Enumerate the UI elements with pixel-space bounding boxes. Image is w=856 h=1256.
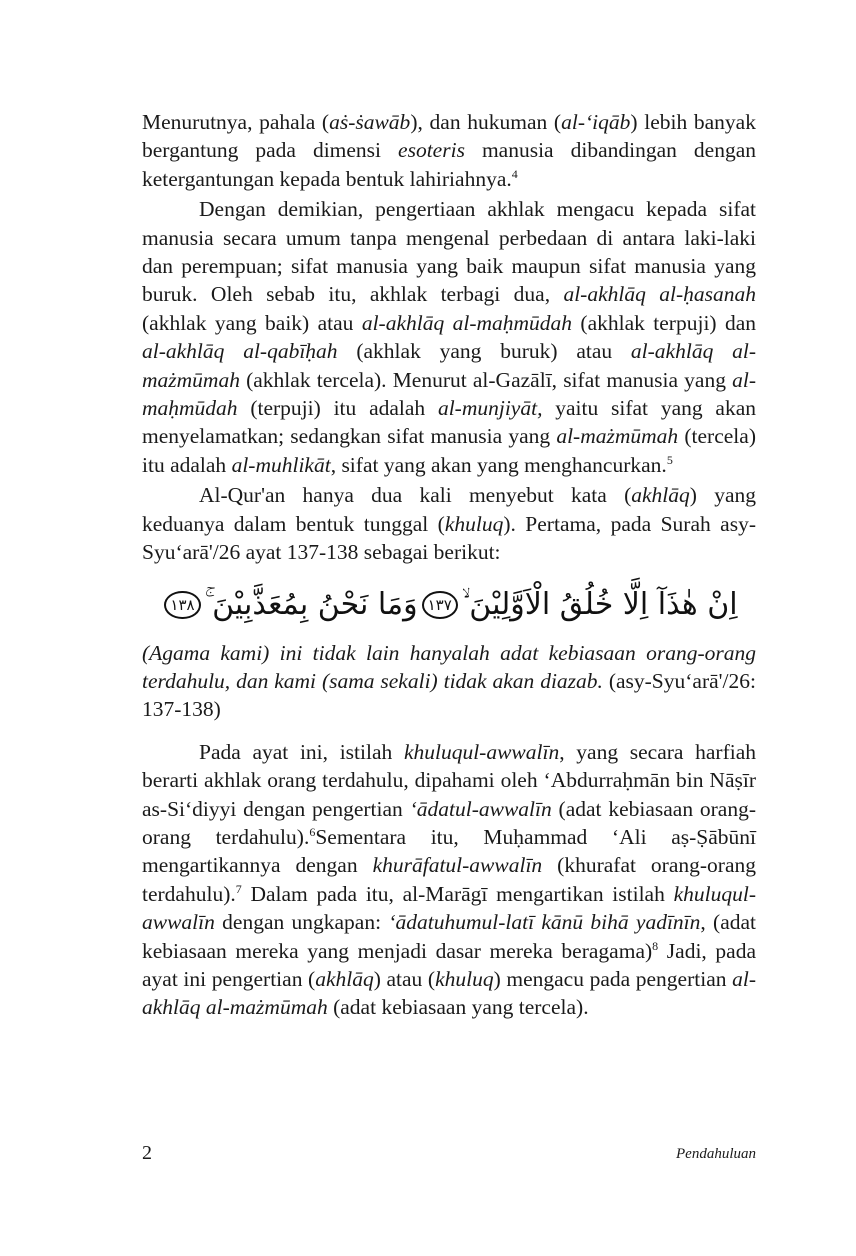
- italic-term: al-akhlāq al-maḥmūdah: [361, 310, 573, 335]
- verse-text: وَمَا نَحْنُ بِمُعَذَّبِيْنَ ۚ: [204, 586, 418, 622]
- text: , yang secara harfiah berarti akhlak orang terdahulu, dipahami oleh ‘Abdurraḥmān bin Nāṣīr as-Si‘diyyi dengan pengertian: [142, 739, 756, 821]
- text: ) atau (: [373, 966, 436, 991]
- page-footer: [142, 1142, 756, 1172]
- text: , (adat kebiasaan mereka yang menjadi dasar mereka beragama): [142, 910, 757, 963]
- italic-term: al-akhlāq al-qabīḥah: [142, 339, 338, 364]
- text: manusia dibandingan dengan ketergantungan kepada bentuk lahiriahnya.: [142, 138, 756, 191]
- italic-term: ‘ādatul-awwalīn: [409, 796, 552, 821]
- footnote-ref: 5: [666, 452, 673, 467]
- text: Jadi, pada ayat ini pengertian (: [142, 938, 756, 991]
- italic-term: khuluq: [435, 966, 494, 991]
- paragraph-1: [142, 108, 756, 193]
- italic-term: ‘ādatuhumul-latī kānū bihā yadīnīn: [388, 910, 701, 935]
- text: (terpuji) itu adalah: [237, 396, 438, 421]
- text: Dengan demikian, pengertiaan akhlak mengacu kepada sifat manusia secara umum tanpa mengenal perbedaan di antara laki-laki dan perempuan; sifat manusia yang baik maupun sifat manusia yang buruk. Oleh sebab itu, akhlak terbagi dua,: [142, 197, 756, 307]
- text: (adat kebiasaan yang tercela).: [327, 995, 589, 1020]
- text: ). Pertama, pada Surah asy-Syu‘arā'/26 ayat 137-138 sebagai berikut:: [142, 511, 756, 565]
- text: Menurutnya, pahala (: [142, 110, 330, 134]
- verse-text: اِنْ هٰذَآ اِلَّا خُلُقُ الْاَوَّلِيْنَ ۙ: [461, 586, 738, 622]
- text: (akhlak tercela). Menurut al-Gazālī, sifat manusia yang: [239, 367, 733, 392]
- italic-term: khuluqul-awwalīn: [142, 881, 756, 935]
- text: dengan ungkapan:: [214, 910, 389, 935]
- text: ) yang keduanya dalam bentuk tunggal (: [142, 483, 757, 536]
- footnote-ref: 8: [652, 938, 659, 953]
- text: Sementara itu, Muḥammad ‘Ali aṣ-Ṣābūnī mengartikannya dengan: [142, 824, 756, 878]
- text: (akhlak yang baik) atau: [142, 310, 362, 335]
- translation-text: (Agama kami) ini tidak lain hanyalah adat kebiasaan orang-orang terdahulu, dan kami (sama sekali) tidak akan diazab.: [142, 640, 756, 693]
- text: (akhlak terpuji) dan: [572, 310, 757, 335]
- quran-verse: [142, 573, 756, 637]
- text: yaitu sifat yang akan menyelamatkan; sedangkan sifat manusia yang: [142, 396, 756, 449]
- paragraph-2: [142, 195, 756, 479]
- footnote-ref: 7: [235, 881, 242, 896]
- text: Pada ayat ini, istilah: [199, 739, 404, 764]
- italic-term: aṡ-ṡawāb: [329, 110, 411, 134]
- text: (tercela) itu adalah: [142, 424, 756, 477]
- text: (adat kebiasaan orang-orang terdahulu).: [142, 796, 756, 849]
- text: ), dan hukuman (: [410, 110, 562, 134]
- footnote-ref: 6: [309, 824, 316, 839]
- italic-term: al-muhlikāt: [231, 452, 331, 477]
- italic-term: al-mażmūmah: [556, 424, 679, 449]
- italic-term: al-akhlāq al-mażmūmah: [142, 339, 756, 392]
- italic-term: akhlāq: [315, 966, 374, 991]
- text: Al-Qur'an hanya dua kali menyebut kata (: [199, 483, 632, 508]
- italic-term: khurāfatul-awwalīn: [372, 853, 543, 878]
- text: ) mengacu pada pengertian: [493, 966, 733, 991]
- italic-term: al-akhlāq al-mażmūmah: [142, 966, 756, 1020]
- paragraph-3: [142, 481, 756, 566]
- page-body: [142, 108, 756, 1022]
- text: (khurafat orang-orang terdahulu).: [142, 853, 757, 906]
- paragraph-4: [142, 738, 756, 1022]
- italic-term: al-‘iqāb: [561, 110, 631, 134]
- page-number: 2: [142, 1142, 152, 1164]
- italic-term: esoteris: [398, 138, 465, 163]
- footnote-ref: 4: [511, 166, 518, 181]
- text: , sifat yang akan yang menghancurkan.: [330, 452, 667, 477]
- italic-term: khuluq: [444, 511, 504, 536]
- text: Dalam pada itu, al-Marāgī mengartikan istilah: [241, 881, 674, 906]
- italic-term: al-maḥmūdah: [142, 367, 756, 421]
- text: ) lebih banyak bergantung pada dimensi: [142, 110, 756, 163]
- italic-term: khuluqul-awwalīn: [403, 739, 560, 764]
- running-head: Pendahuluan: [676, 1146, 756, 1162]
- italic-term: al-munjiyāt,: [437, 396, 543, 421]
- italic-term: akhlāq: [631, 483, 690, 508]
- text: (akhlak yang buruk) atau: [337, 339, 631, 364]
- ayah-number-badge: ١٣٧: [422, 591, 458, 619]
- italic-term: al-akhlāq al-ḥasanah: [563, 282, 756, 307]
- ayah-number-badge: ١٣٨: [164, 591, 200, 619]
- verse-translation: [142, 639, 756, 724]
- verse-citation: (asy-Syu‘arā'/26: 137-138): [142, 668, 756, 722]
